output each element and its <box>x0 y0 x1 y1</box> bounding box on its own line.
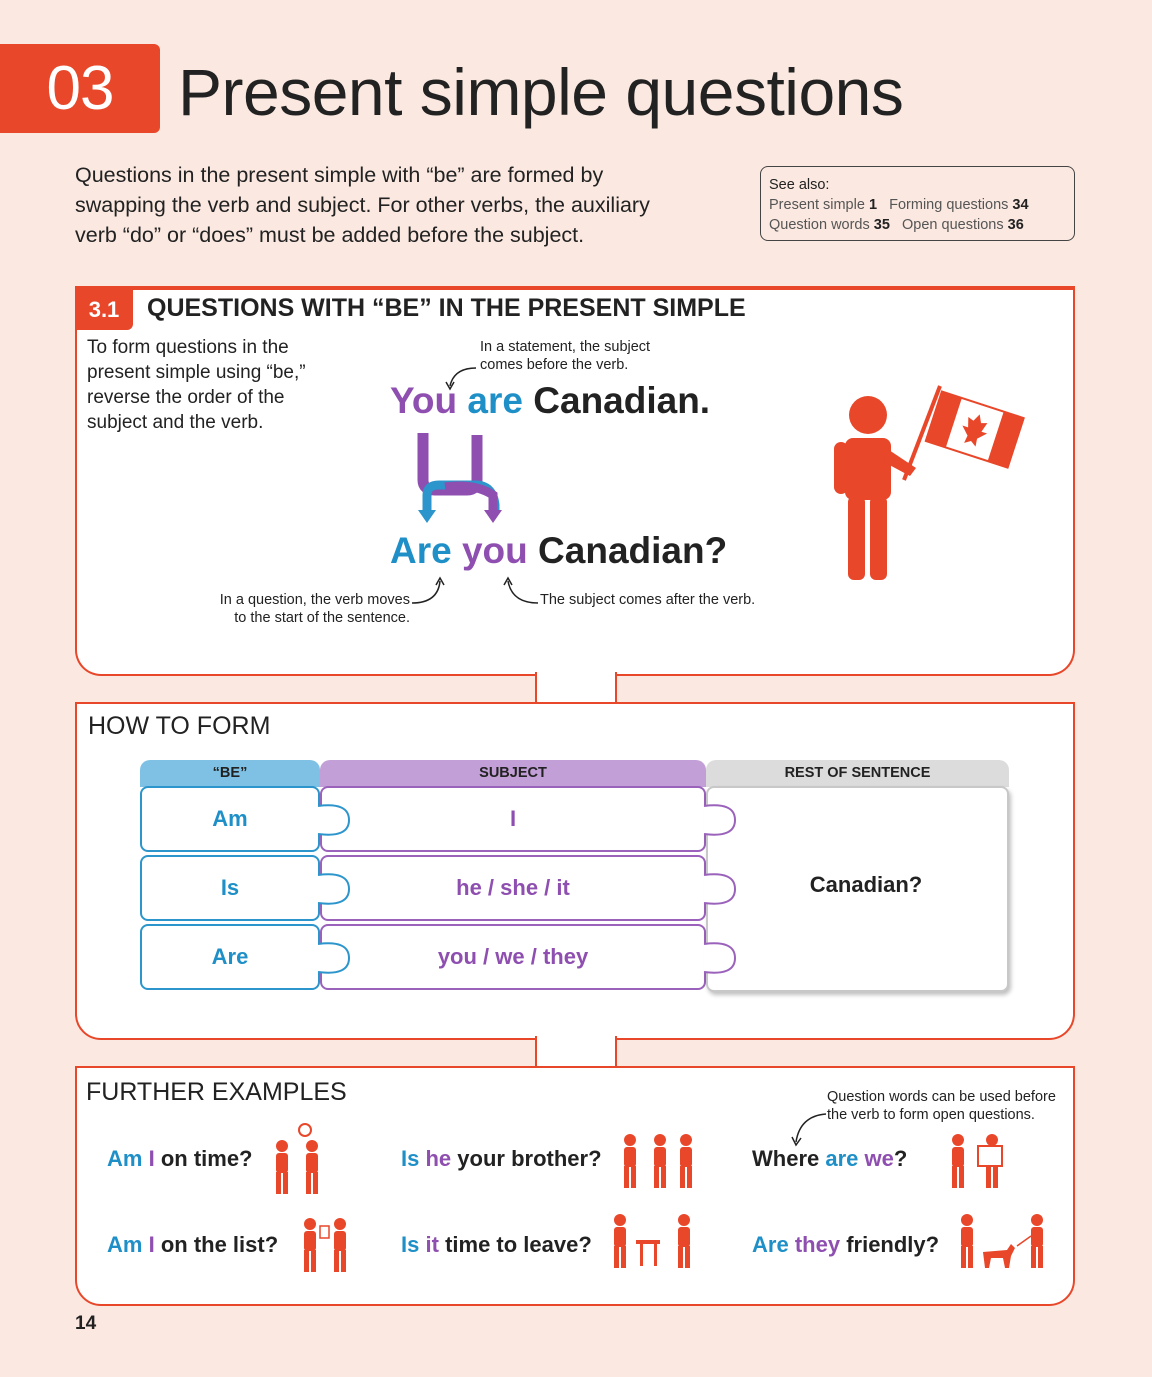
puzzle-tab-icon <box>315 786 355 992</box>
see-also-link[interactable]: Forming questions 34 <box>889 197 1029 213</box>
panel-connector <box>535 672 617 706</box>
statement-verb: are <box>467 380 523 421</box>
page-number: 14 <box>75 1313 97 1334</box>
subject-cell: he / she / it <box>320 855 706 921</box>
panel-connector <box>535 1036 617 1070</box>
page-title: Present simple questions <box>178 55 904 129</box>
curved-arrow-icon <box>500 575 540 609</box>
example-sentence: Where are we? <box>752 1146 908 1171</box>
be-cell: Am <box>140 786 320 852</box>
question-sentence <box>390 530 727 572</box>
header-rest: REST OF SENTENCE <box>706 760 1009 787</box>
statement-rest: Canadian. <box>533 380 711 421</box>
see-also-heading: See also: <box>769 177 830 193</box>
brothers-icon <box>618 1132 700 1190</box>
statement-subject: You <box>390 380 458 421</box>
people-dog-icon <box>955 1212 1051 1270</box>
question-verb: Are <box>390 530 452 571</box>
intro-text: Questions in the present simple with “be” are formed by swapping the verb and subject. For other verbs, the auxiliary verb “do” or “does” must be added before the subject. <box>75 163 650 247</box>
people-on-time-icon <box>268 1120 328 1196</box>
curved-arrow-icon <box>440 362 480 392</box>
note-question-words: Question words can be used before the verb to form open questions. <box>827 1089 1056 1123</box>
see-also-link[interactable]: Open questions 36 <box>902 217 1024 233</box>
header-be: “BE” <box>140 760 320 787</box>
question-rest: Canadian? <box>538 530 728 571</box>
section-badge: 3.1 <box>75 290 133 330</box>
note-statement: In a statement, the subject comes before the verb. <box>480 339 651 373</box>
see-also-link[interactable]: Question words 35 <box>769 217 890 233</box>
note-verb-moves: In a question, the verb moves to the start of the sentence. <box>219 592 410 626</box>
swap-arrows-icon <box>405 425 525 530</box>
note-subject-after: The subject comes after the verb. <box>540 592 756 608</box>
people-list-icon <box>290 1212 354 1274</box>
puzzle-tab-icon <box>701 786 741 992</box>
unit-number: 03 <box>46 54 114 123</box>
be-cell: Are <box>140 924 320 990</box>
how-to-form-title: HOW TO FORM <box>88 712 271 740</box>
further-examples-title: FURTHER EXAMPLES <box>86 1078 347 1106</box>
see-also-box <box>760 166 1075 241</box>
rest-text: Canadian? <box>809 872 923 897</box>
subject-cell: I <box>320 786 706 852</box>
example-sentence: Am I on the list? <box>107 1232 279 1257</box>
subject-cell: you / we / they <box>320 924 706 990</box>
statement-sentence <box>390 380 710 422</box>
example-sentence: Is it time to leave? <box>401 1232 592 1257</box>
person-flag-illustration <box>820 378 1030 588</box>
example-sentence: Are they friendly? <box>752 1232 940 1257</box>
people-map-icon <box>944 1132 1006 1190</box>
header-subject: SUBJECT <box>320 760 706 787</box>
see-also-link[interactable]: Present simple 1 <box>769 197 878 213</box>
be-cell: Is <box>140 855 320 921</box>
curved-arrow-icon <box>410 575 446 609</box>
section-heading: QUESTIONS WITH “BE” IN THE PRESENT SIMPLE <box>147 294 746 322</box>
leaving-office-icon <box>606 1212 698 1270</box>
example-sentence: Is he your brother? <box>401 1146 602 1171</box>
curved-arrow-icon <box>786 1108 830 1148</box>
example-sentence: Am I on time? <box>107 1146 253 1171</box>
section-explanation: To form questions in the present simple using “be,” reverse the order of the subject and the verb. <box>87 337 306 433</box>
question-subject: you <box>461 530 528 571</box>
